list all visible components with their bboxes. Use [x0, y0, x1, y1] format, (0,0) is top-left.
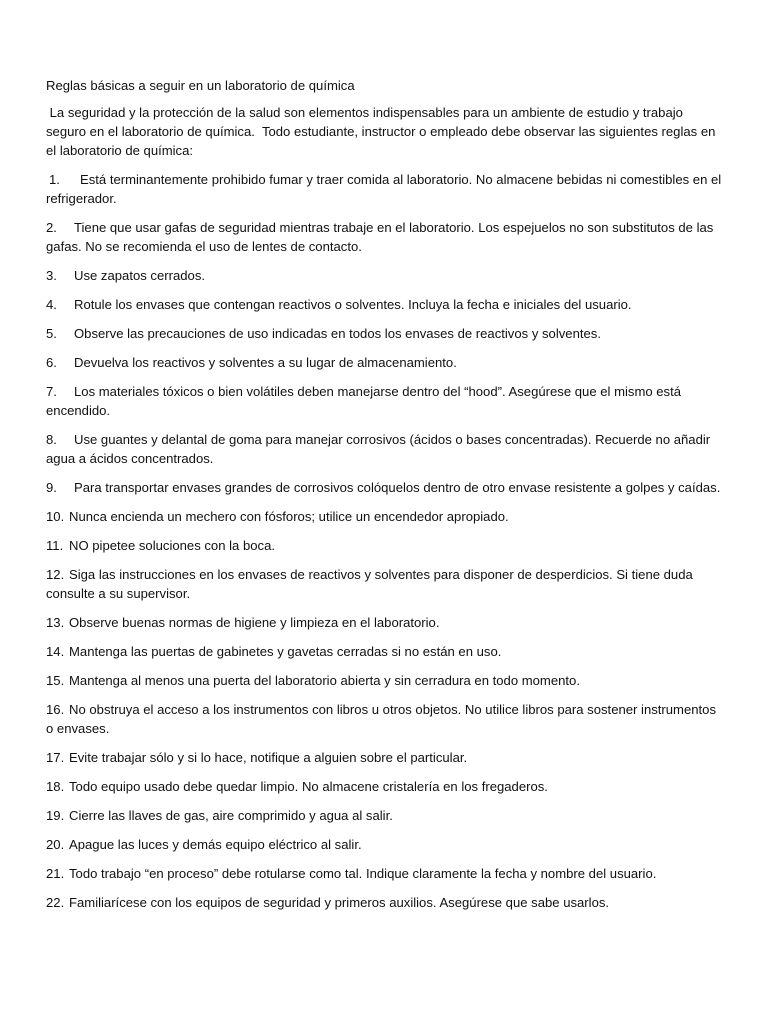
rule-item-2 — [46, 218, 726, 256]
rule-text: Está terminantemente prohibido fumar y traer comida al laboratorio. No almacene bebidas ni comestibles en el refrigerador. — [46, 172, 722, 206]
rule-number: 11. — [46, 538, 64, 553]
rule-text: Familiarícese con los equipos de seguridad y primeros auxilios. Asegúrese que sabe usarlos. — [69, 895, 610, 910]
rule-text: Nunca encienda un mechero con fósforos; utilice un encendedor apropiado. — [69, 509, 509, 524]
rule-text: Use zapatos cerrados. — [74, 268, 206, 283]
rule-number: 3. — [46, 268, 57, 283]
rule-item-20 — [46, 835, 726, 854]
rule-text: Mantenga las puertas de gabinetes y gavetas cerradas si no están en uso. — [69, 644, 502, 659]
rule-text: Siga las instrucciones en los envases de reactivos y solventes para disponer de desperdicios. Si tiene duda consulte a su supervisor. — [46, 567, 693, 601]
intro-paragraph: La seguridad y la protección de la salud son elementos indispensables para un ambiente de estudio y trabajo seguro en el laboratorio de química. Todo estudiante, instructor o empleado debe observar las siguientes reglas en el laboratorio de química: — [46, 105, 720, 158]
rule-text: Devuelva los reactivos y solventes a su lugar de almacenamiento. — [74, 355, 457, 370]
rule-item-19 — [46, 806, 726, 825]
rule-text: Observe las precauciones de uso indicadas en todos los envases de reactivos y solventes. — [74, 326, 601, 341]
rule-number: 18. — [46, 779, 65, 794]
rule-number: 8. — [46, 432, 57, 447]
rule-text: Mantenga al menos una puerta del laboratorio abierta y sin cerradura en todo momento. — [69, 673, 580, 688]
rule-number: 20. — [46, 837, 65, 852]
rule-text: No obstruya el acceso a los instrumentos con libros u otros objetos. No utilice libros para sostener instrumentos o envases. — [46, 702, 716, 736]
document-page — [46, 76, 726, 922]
rule-text: Cierre las llaves de gas, aire comprimido y agua al salir. — [69, 808, 393, 823]
rule-text: Tiene que usar gafas de seguridad mientras trabaje en el laboratorio. Los espejuelos no son substitutos de las gafas. No se recomienda el uso de lentes de contacto. — [46, 220, 714, 254]
rule-item-11 — [46, 536, 726, 555]
rule-item-1 — [46, 170, 726, 208]
rule-item-5 — [46, 324, 726, 343]
rule-number: 4. — [46, 297, 57, 312]
rule-number: 14. — [46, 644, 65, 659]
rule-number: 13. — [46, 615, 65, 630]
rule-item-14 — [46, 642, 726, 661]
rule-item-6 — [46, 353, 726, 372]
rule-item-3 — [46, 266, 726, 285]
rule-number: 16. — [46, 702, 65, 717]
rule-number: 17. — [46, 750, 65, 765]
rule-number: 7. — [46, 384, 57, 399]
rule-item-9 — [46, 478, 726, 497]
rule-item-12 — [46, 565, 726, 603]
rule-text: Todo trabajo “en proceso” debe rotularse como tal. Indique claramente la fecha y nombre del usuario. — [69, 866, 657, 881]
rule-number: 21. — [46, 866, 65, 881]
rule-text: Use guantes y delantal de goma para manejar corrosivos (ácidos o bases concentradas). Recuerde no añadir agua a ácidos concentrados. — [46, 432, 711, 466]
rule-text: Apague las luces y demás equipo eléctrico al salir. — [69, 837, 362, 852]
rule-text: NO pipetee soluciones con la boca. — [69, 538, 275, 553]
rule-item-13 — [46, 613, 726, 632]
rule-number: 22. — [46, 895, 65, 910]
rule-number: 12. — [46, 567, 65, 582]
rule-item-8 — [46, 430, 726, 468]
rules-list — [46, 170, 726, 912]
rule-number: 19. — [46, 808, 65, 823]
rule-item-22 — [46, 893, 726, 912]
rule-text: Rotule los envases que contengan reactivos o solventes. Incluya la fecha e iniciales del usuario. — [74, 297, 632, 312]
rule-item-21 — [46, 864, 726, 883]
rule-item-16 — [46, 700, 726, 738]
rule-item-18 — [46, 777, 726, 796]
rule-text: Evite trabajar sólo y si lo hace, notifique a alguien sobre el particular. — [69, 750, 468, 765]
rule-number: 5. — [46, 326, 57, 341]
rule-number: 15. — [46, 673, 65, 688]
rule-number: 6. — [46, 355, 57, 370]
rule-item-17 — [46, 748, 726, 767]
rule-item-10 — [46, 507, 726, 526]
rule-text: Todo equipo usado debe quedar limpio. No almacene cristalería en los fregaderos. — [69, 779, 548, 794]
document-title: Reglas básicas a seguir en un laboratorio de química — [46, 78, 355, 93]
rule-number: 10. — [46, 509, 65, 524]
rule-number: 1. — [49, 172, 60, 187]
rule-text: Observe buenas normas de higiene y limpieza en el laboratorio. — [69, 615, 440, 630]
rule-item-15 — [46, 671, 726, 690]
rule-item-4 — [46, 295, 726, 314]
rule-number: 2. — [46, 220, 57, 235]
rule-text: Los materiales tóxicos o bien volátiles deben manejarse dentro del “hood”. Asegúrese que el mismo está encendido. — [46, 384, 682, 418]
rule-number: 9. — [46, 480, 57, 495]
rule-item-7 — [46, 382, 726, 420]
rule-text: Para transportar envases grandes de corrosivos colóquelos dentro de otro envase resistente a golpes y caídas. — [74, 480, 721, 495]
